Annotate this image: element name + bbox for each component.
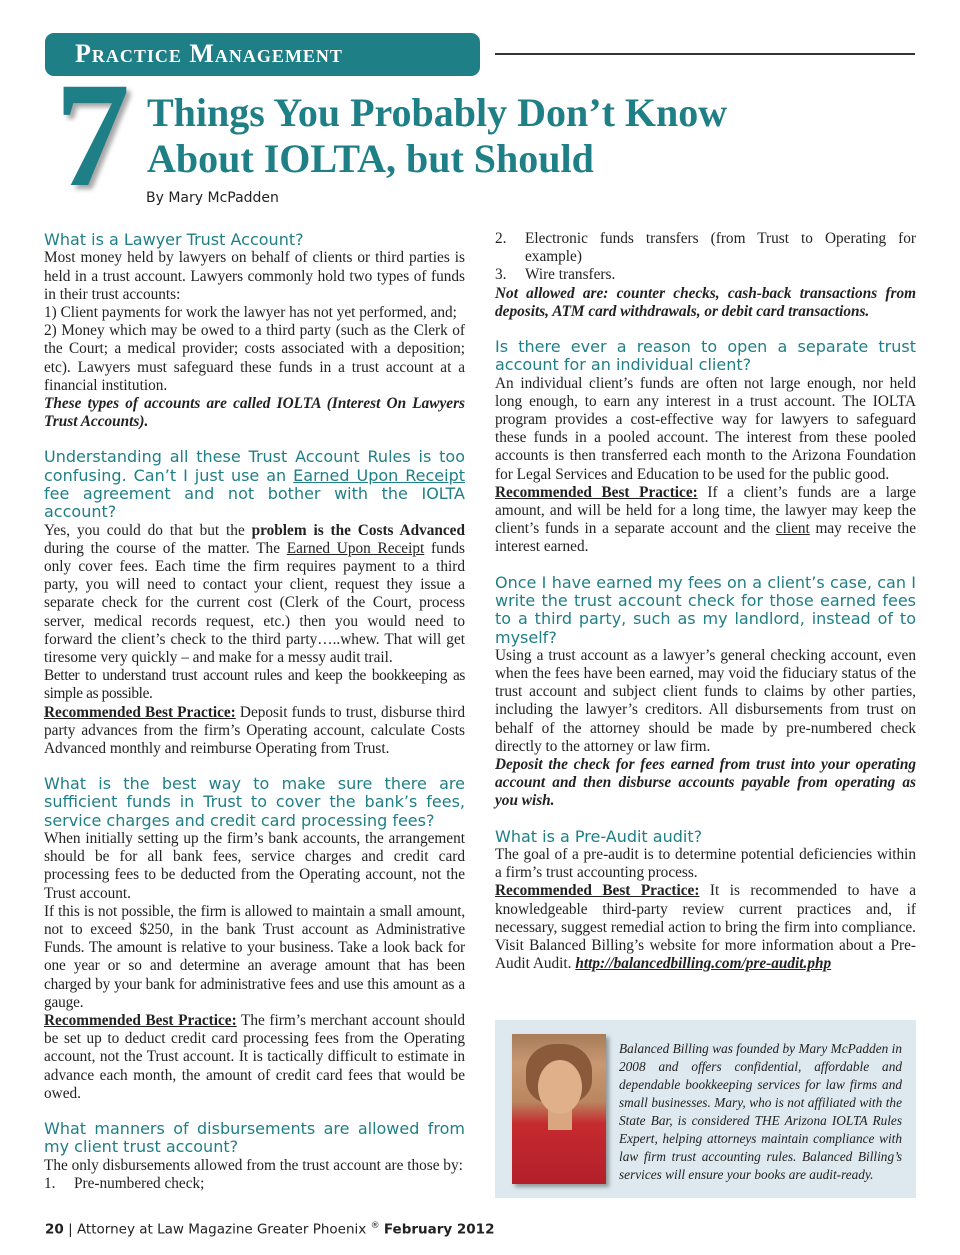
- paragraph: When initially setting up the firm’s bank accounts, the arrangement should be for all bank fees, service charges and credit card processing fees to be deducted from the Operating account, not the Trust account.: [44, 830, 465, 902]
- best-practice-label: Recommended Best Practice:: [495, 882, 700, 900]
- paragraph: Better to understand trust account rules and keep the bookkeeping as simple as possible.: [44, 667, 465, 703]
- list-item: 3. Wire transfers.: [495, 266, 616, 284]
- paragraph: If this is not possible, the firm is allowed to maintain a small amount, not to exceed $250, in the bank Trust account as Administrative Funds. The amount is relative to your business. Take a look back for one year or so and determine an average amount that has been charged by your bank for administrative fees and use this amount as a gauge.: [44, 902, 465, 1011]
- best-practice-label: Recommended Best Practice:: [44, 1012, 237, 1030]
- magazine-name: Attorney at Law Magazine Greater Phoenix: [76, 1221, 367, 1238]
- section-title: Practice Management: [75, 39, 343, 68]
- emphasis-paragraph: Not allowed are: counter checks, cash-back transactions from deposits, ATM card withdrawals, or debit card transactions.: [495, 284, 916, 320]
- article-title: [147, 90, 907, 182]
- paragraph: Recommended Best Practice: It is recommended to have a knowledgeable third-party review current practices and, if necessary, suggest remedial action to bring the firm into compliance. Visit Balanced Billing’s website for more information about a Pre-Audit Audit. http://balancedbilling.com/pre-audit.php: [495, 882, 917, 973]
- title-line-2: About IOLTA, but Should: [147, 136, 594, 181]
- list-item: 2. Electronic funds transfers (from Trust to Operating for example): [495, 230, 916, 266]
- paragraph: 1) Client payments for work the lawyer has not yet performed, and;: [44, 303, 457, 321]
- right-column: [495, 230, 916, 973]
- question-heading: What is the best way to make sure there are sufficient funds in Trust to cover the bank’s fees, service charges and credit card processing fees?: [44, 774, 465, 830]
- question-heading: Understanding all these Trust Account Rules is too confusing. Can’t I just use an Earned Upon Receipt fee agreement and not bother with the IOLTA account?: [44, 447, 466, 522]
- question-heading: What is a Lawyer Trust Account?: [44, 230, 304, 249]
- question-heading: What is a Pre-Audit audit?: [495, 826, 703, 846]
- paragraph: Recommended Best Practice: The firm’s merchant account should be set up to deduct credit card processing fees from the Operating account, not the Trust account. It is tactically difficult to estimate in advance each month, the amount of credit card fees that would be owed.: [44, 1012, 465, 1102]
- byline: By Mary McPadden: [146, 190, 279, 206]
- paragraph: 2) Money which may be owed to a third party (such as the Clerk of the Court; a medical provider; costs associated with a deposition; etc). Lawyers must safeguard these funds in a trust account at a financial institution.: [44, 322, 465, 394]
- paragraph: The only disbursements allowed from the trust account are those by:: [44, 1156, 463, 1174]
- paragraph: Most money held by lawyers on behalf of clients or third parties is held in a trust account. Lawyers commonly hold two types of funds in their trust accounts:: [44, 249, 465, 303]
- paragraph: The goal of a pre-audit is to determine potential deficiencies within a firm’s trust accounting process.: [495, 845, 916, 882]
- page-footer: 20 | Attorney at Law Magazine Greater Phoenix ® February 2012: [45, 1221, 495, 1238]
- paragraph: Recommended Best Practice: Deposit funds to trust, disburse third party advances from the firm’s Operating account, calculate Costs Advanced monthly and reimburse Operating from Trust.: [44, 703, 465, 757]
- title-line-1: Things You Probably Don’t Know: [147, 90, 728, 135]
- big-number: 7: [55, 52, 130, 218]
- paragraph: Using a trust account as a lawyer’s general checking account, even when the fees have been earned, may void the fiduciary status of the trust account and subject client funds to claims by other parties, including the lawyer’s creditors. All disbursements from trust on behalf of the attorney should be made by pre-numbered check directly to the attorney or law firm.: [495, 646, 916, 755]
- paragraph: Yes, you could do that but the problem is the Costs Advanced during the course of the matter. The Earned Upon Receipt funds only cover fees. Each time the firm requires payment to a third party, you will need to contact your client, request they issue a separate check for the current cost (Clerk of the Court, process server, medical records request, etc.) then you would need to forward the client’s check to the third party…..whew. That will get tiresome very quickly – and make for a messy audit trail.: [44, 521, 465, 666]
- author-photo: [512, 1034, 606, 1184]
- author-bio-text: Balanced Billing was founded by Mary McPadden in 2008 and offers confidential, affordable and dependable bookkeeping services for law firms and small businesses. Mary, who is not affiliated with the State Bar, is considered THE Arizona IOLTA Rules Expert, helping attorneys maintain compliance with law firm trust accounting rules. Balanced Billing’s services will ensure your books are audit-ready.: [619, 1041, 902, 1182]
- best-practice-label: Recommended Best Practice:: [44, 703, 236, 721]
- header-rule: [495, 53, 915, 55]
- earned-upon-receipt-link[interactable]: Earned Upon Receipt: [293, 465, 466, 485]
- question-heading: Once I have earned my fees on a client’s case, can I write the trust account check for those earned fees to a third party, such as my landlord, instead of to myself?: [495, 572, 916, 647]
- pre-audit-link[interactable]: http://balancedbilling.com/pre-audit.php: [575, 955, 832, 973]
- emphasis-paragraph: Deposit the check for fees earned from trust into your operating account and then disburse accounts payable from operating as you wish.: [495, 756, 916, 810]
- paragraph: Recommended Best Practice: If a client’s funds are a large amount, and will be held for a long time, the lawyer may keep the client’s funds in a separate account and the client may receive the interest earned.: [495, 483, 916, 556]
- question-heading: What manners of disbursements are allowed from my client trust account?: [44, 1119, 465, 1157]
- paragraph: An individual client’s funds are often not large enough, nor held long enough, to earn any interest in a trust account. The IOLTA program provides a cost-effective way for lawyers to safeguard these funds in a pooled account. The interest from these pooled accounts is then transferred each month to the Arizona Foundation for Legal Services and Education to be used for the public good.: [495, 374, 916, 483]
- emphasis-paragraph: These types of accounts are called IOLTA (Interest On Lawyers Trust Accounts).: [44, 394, 465, 431]
- best-practice-label: Recommended Best Practice:: [495, 483, 698, 501]
- list-item: 1. Pre-numbered check;: [44, 1174, 205, 1192]
- page-number: 20: [45, 1221, 64, 1238]
- issue-date: February 2012: [383, 1221, 495, 1238]
- question-heading: Is there ever a reason to open a separate trust account for an individual client?: [495, 337, 916, 375]
- left-column: [44, 231, 465, 1193]
